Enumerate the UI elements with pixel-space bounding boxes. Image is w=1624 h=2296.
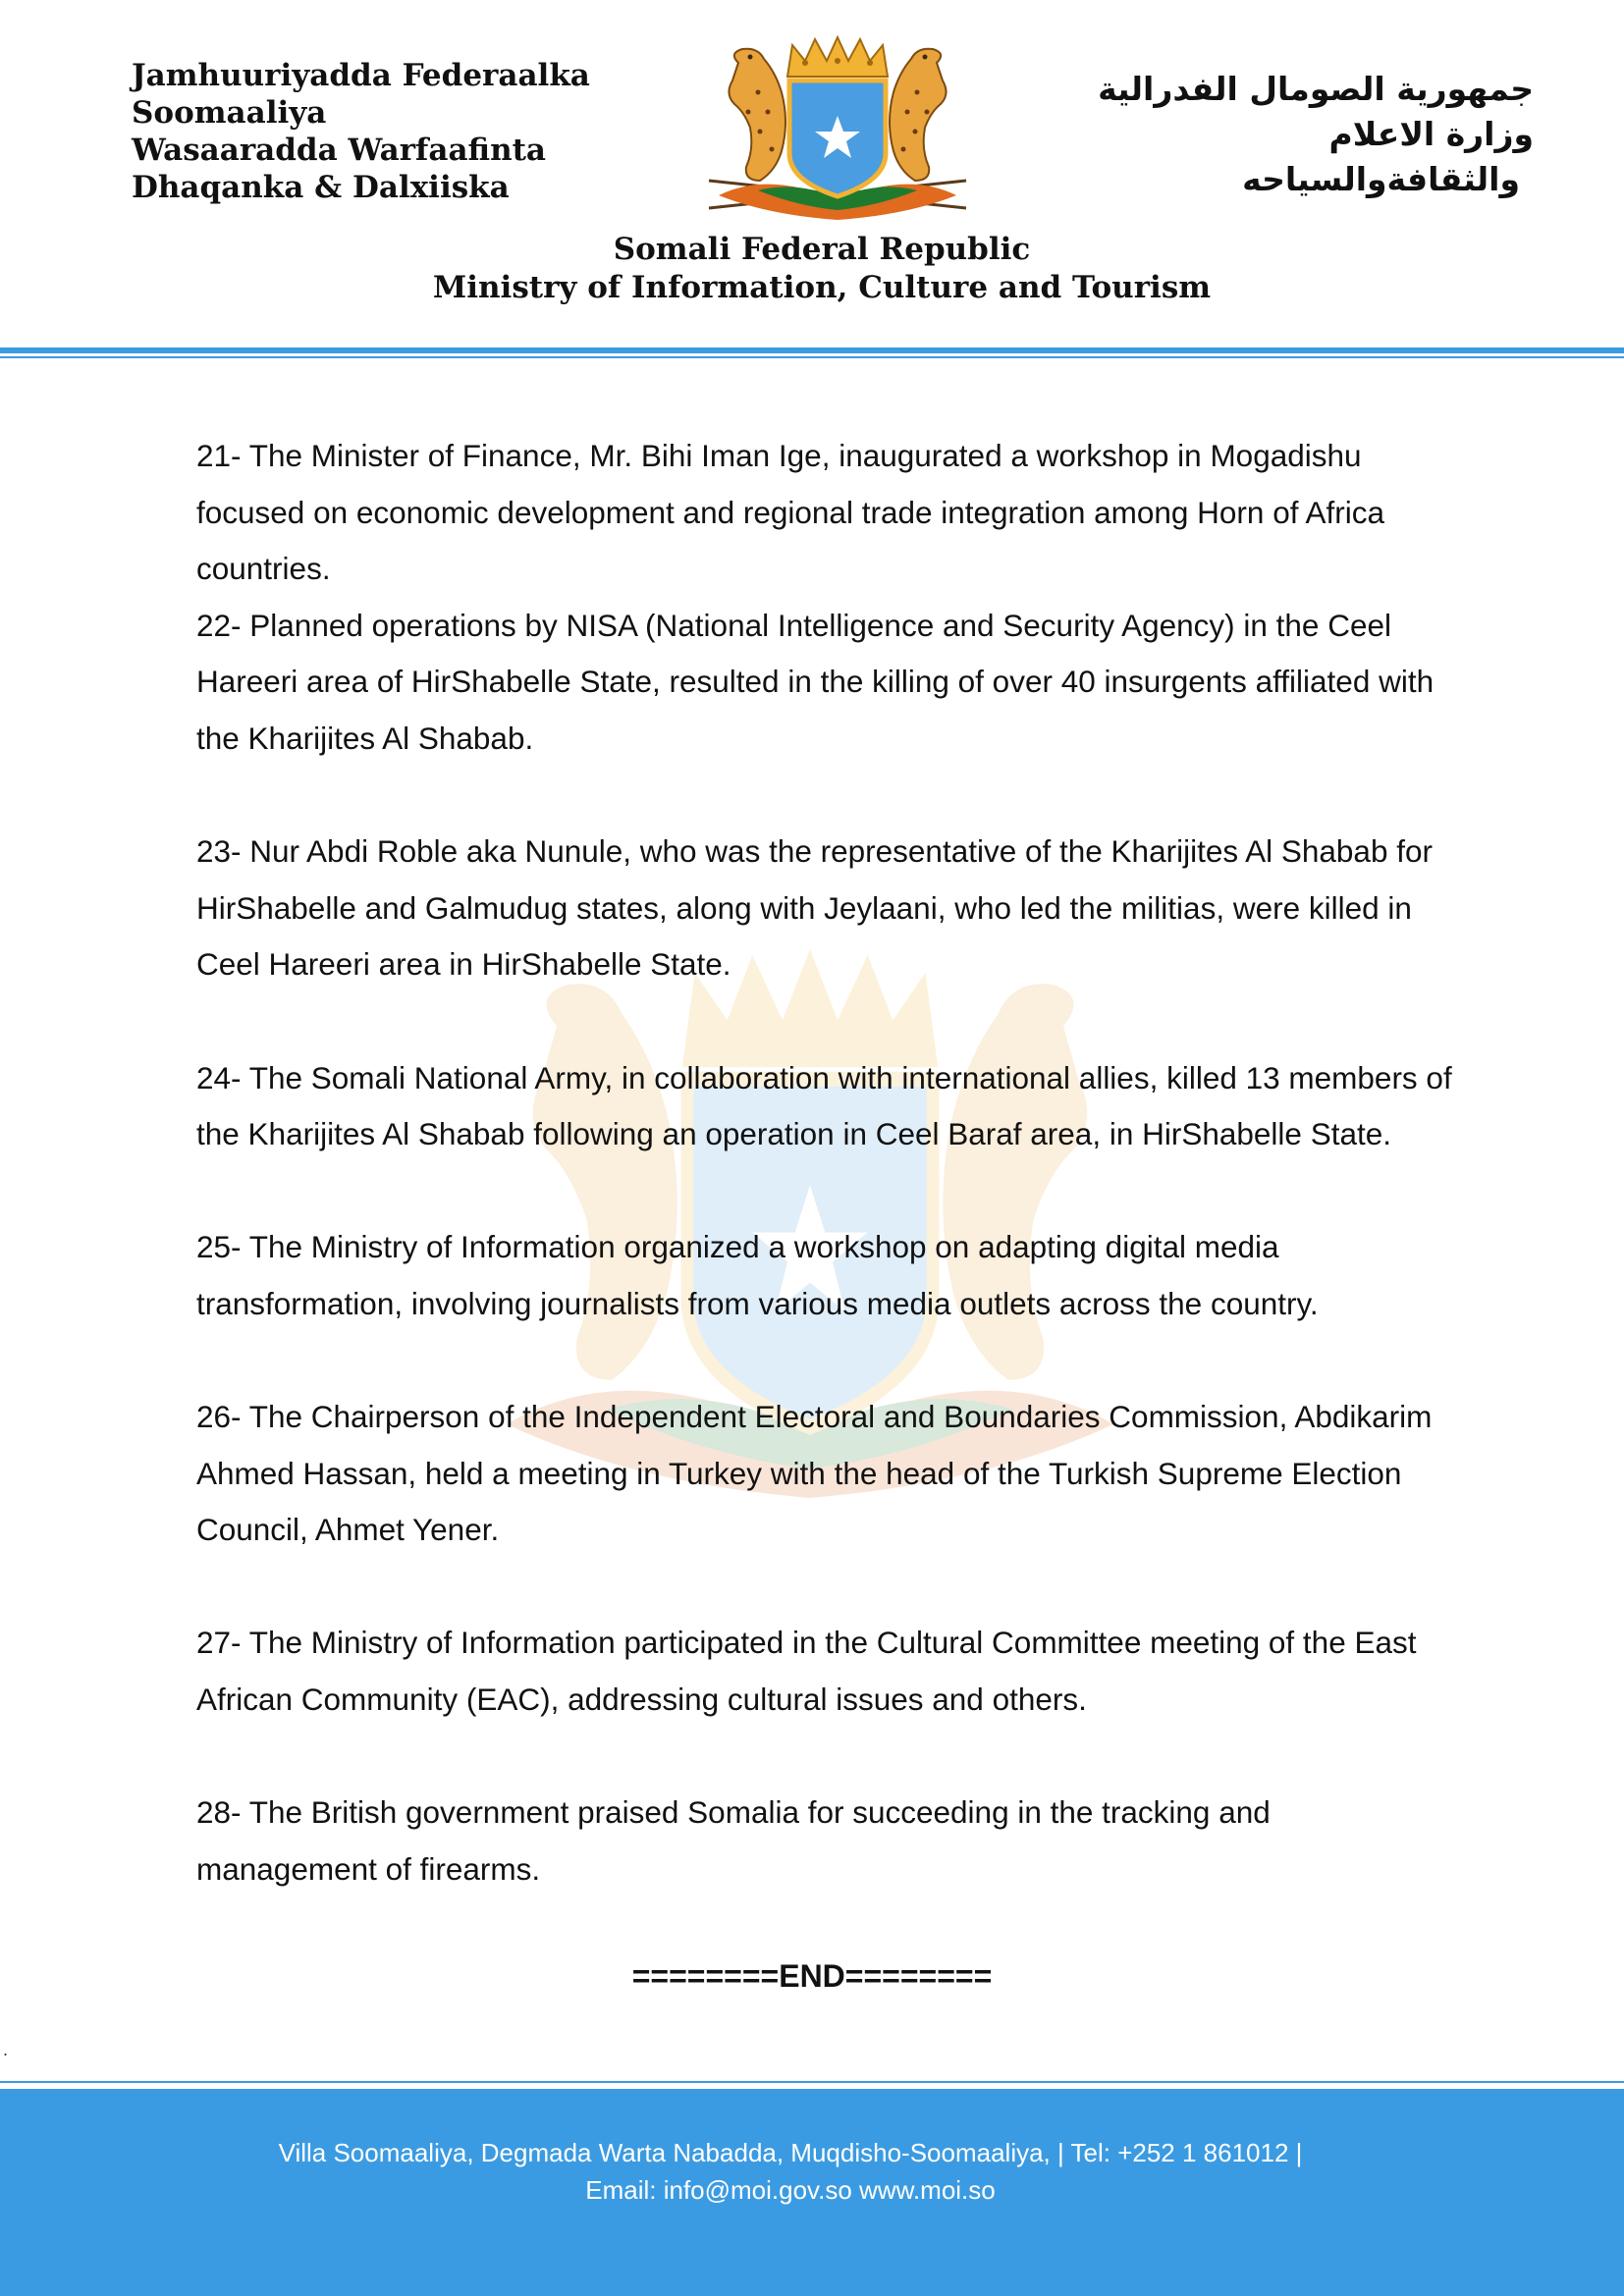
- end-marker: ========END========: [631, 1958, 993, 1994]
- news-item-27: 27- The Ministry of Information participated in the Cultural Committee meeting of the East African Community (EAC), addressing cultural issues and others.: [196, 1625, 1417, 1718]
- header-ministry-name: Ministry of Information, Culture and Tourism: [432, 270, 1212, 305]
- coat-of-arms-icon: [699, 33, 976, 228]
- header-english-block: [0, 231, 1624, 307]
- header-republic-name: Somali Federal Republic: [613, 232, 1031, 267]
- header-arabic-block: [984, 67, 1534, 202]
- footer-address: Villa Soomaaliya, Degmada Warta Nabadda, Muqdisho-Soomaaliya, | Tel: +252 1 861012 |: [278, 2138, 1303, 2167]
- header-somali-line: Dhaqanka & Dalxiiska: [132, 170, 510, 205]
- news-item-25: 25- The Ministry of Information organized a workshop on adapting digital media transformation, involving journalists from various media outlets across the country.: [196, 1229, 1319, 1321]
- header-somali-line: Wasaaradda Warfaafinta: [132, 133, 547, 168]
- header-arabic-line: جمهورية الصومال الفدرالية: [1098, 70, 1534, 108]
- news-item-28: 28- The British government praised Somalia for succeeding in the tracking and management of firearms.: [196, 1794, 1271, 1887]
- news-item-23: 23- Nur Abdi Roble aka Nunule, who was the representative of the Kharijites Al Shabab for HirShabelle and Galmudug states, along with Jeylaani, who led the militias, were killed in Ceel Hareeri area in HirShabelle State.: [196, 833, 1433, 983]
- header-arabic-line: والثقافةوالسياحه: [1242, 160, 1520, 198]
- news-items: [196, 428, 1453, 1897]
- stray-mark: .: [3, 2040, 9, 2059]
- footer-divider: [0, 2081, 1624, 2083]
- footer-contact: [0, 2134, 1581, 2209]
- header-somali-line: Jamhuuriyadda Federaalka: [132, 58, 590, 93]
- news-item-24: 24- The Somali National Army, in collaboration with international allies, killed 13 members of the Kharijites Al Shabab following an operation in Ceel Baraf area, in HirShabelle State.: [196, 1059, 1452, 1152]
- footer-email-web: Email: info@moi.gov.so www.moi.so: [585, 2175, 996, 2205]
- header-somali-block: [132, 57, 590, 206]
- header-arabic-line: وزارة الاعلام: [1328, 115, 1534, 153]
- header-divider: [0, 347, 1624, 353]
- news-item-21: 21- The Minister of Finance, Mr. Bihi Iman Ige, inaugurated a workshop in Mogadishu focused on economic development and regional trade integration among Horn of Africa countries.: [196, 438, 1384, 587]
- news-item-26: 26- The Chairperson of the Independent Electoral and Boundaries Commission, Abdikarim Ahmed Hassan, held a meeting in Turkey with the head of the Turkish Supreme Election Council, Ahmet Yener.: [196, 1399, 1433, 1548]
- news-item-22: 22- Planned operations by NISA (National Intelligence and Security Agency) in the Ceel Hareeri area of HirShabelle State, resulted in the killing of over 40 insurgents affiliated with the Kharijites Al Shabab.: [196, 607, 1435, 756]
- header-divider-thin: [0, 356, 1624, 358]
- header-somali-line: Soomaaliya: [132, 95, 327, 131]
